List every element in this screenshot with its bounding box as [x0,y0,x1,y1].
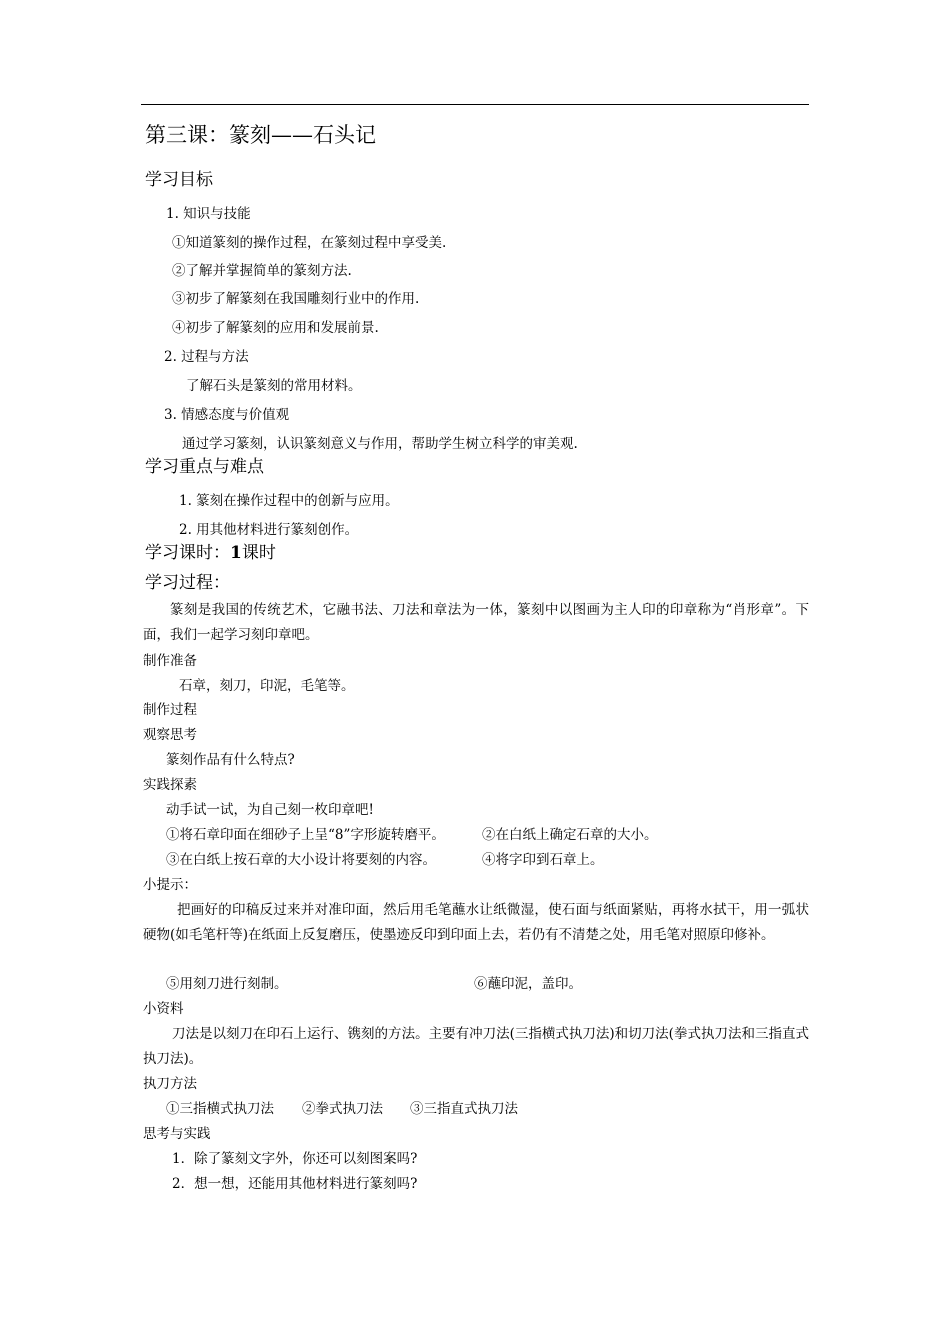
observe-label: 观察思考 [143,727,197,743]
grip-item: ③三指直式执刀法 [410,1101,518,1117]
header-rule [141,104,809,105]
focus-item: 1. 篆刻在操作过程中的创新与应用。 [179,493,399,509]
step-item: ④将字印到石章上。 [482,852,604,868]
step-item: ③在白纸上按石章的大小设计将要刻的内容。 [166,852,436,868]
explore-label: 实践探素 [143,777,197,793]
observe-text: 篆刻作品有什么特点? [166,752,295,768]
make-label: 制作过程 [143,702,197,718]
focus-heading: 学习重点与难点 [145,457,264,477]
step-item: ①将石章印面在细砂子上呈“8”字形旋转磨平。 [166,827,445,843]
step-item: ②在白纸上确定石章的大小。 [482,827,658,843]
explore-text: 动手试一试，为自己刻一枚印章吧! [166,802,374,818]
prep-label: 制作准备 [143,653,197,669]
objective-section-1: 1. 知识与技能 [166,206,251,222]
objective-section-2: 2. 过程与方法 [164,349,249,365]
think-label: 思考与实践 [143,1126,211,1142]
grip-item: ①三指横式执刀法 [166,1101,274,1117]
tip-label: 小提示： [143,877,197,893]
objective-text: 通过学习篆刻，认识篆刻意义与作用，帮助学生树立科学的审美观. [182,436,578,452]
objective-item: ①知道篆刻的操作过程，在篆刻过程中享受美. [172,235,447,251]
focus-item: 2. 用其他材料进行篆刻创作。 [179,522,359,538]
think-item: 2．想一想，还能用其他材料进行篆刻吗? [172,1176,418,1192]
objective-section-3: 3. 情感态度与价值观 [164,407,290,423]
objective-item: ②了解并掌握简单的篆刻方法. [172,263,352,279]
objective-item: ④初步了解篆刻的应用和发展前景. [172,320,379,336]
page-title: 第三课：篆刻——石头记 [145,123,376,147]
think-item: 1．除了篆刻文字外，你还可以刻图案吗? [172,1151,418,1167]
step-item: ⑤用刻刀进行刻制。 [166,976,288,992]
prep-text: 石章，刻刀，印泥，毛笔等。 [179,678,355,694]
objectives-heading: 学习目标 [145,170,213,190]
step-item: ⑥蘸印泥，盖印。 [474,976,582,992]
objective-text: 了解石头是篆刻的常用材料。 [186,378,362,394]
info-label: 小资料 [143,1001,184,1017]
objective-item: ③初步了解篆刻在我国雕刻行业中的作用. [172,291,420,307]
hours-heading: 学习课时：1课时 [145,543,276,563]
process-intro: 篆刻是我国的传统艺术，它融书法、刀法和章法为一体，篆刻中以图画为主人印的印章称为“肖形章”。下面，我们一起学习刻印章吧。 [143,602,809,643]
process-heading: 学习过程： [145,573,230,593]
tip-text: 把画好的印稿反过来并对准印面，然后用毛笔蘸水让纸微湿，使石面与纸面紧贴，再将水拭干，用一弧状硬物(如毛笔杆等)在纸面上反复磨压，使墨迹反印到印面上去，若仍有不清楚之处，用毛笔对照原印修补。 [143,902,809,943]
info-text: 刀法是以刻刀在印石上运行、镌刻的方法。主要有冲刀法(三指横式执刀法)和切刀法(拳式执刀法和三指直式执刀法)。 [143,1026,809,1067]
grip-label: 执刀方法 [143,1076,197,1092]
grip-item: ②拳式执刀法 [302,1101,383,1117]
